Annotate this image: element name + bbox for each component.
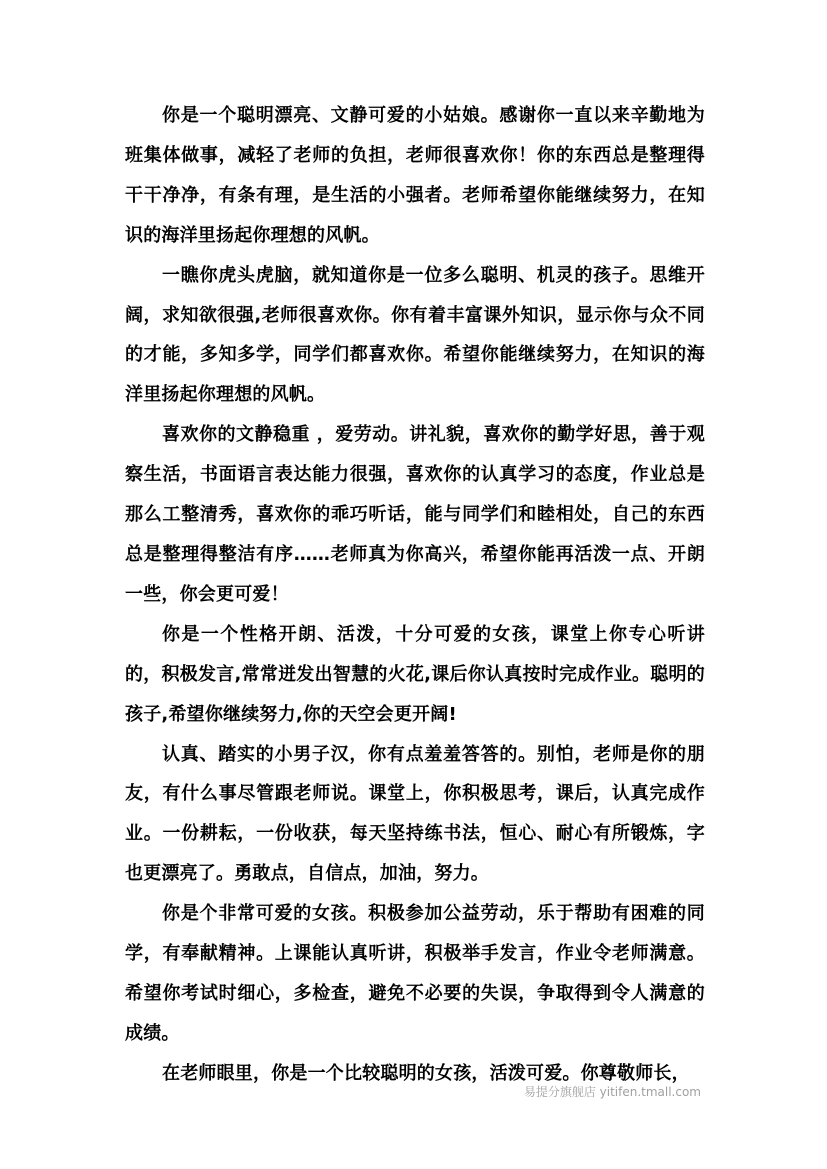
paragraph-3: 喜欢你的文静稳重 ，爱劳动。讲礼貌，喜欢你的勤学好思，善于观察生活，书面语言表达能力很强，喜欢你的认真学习的态度，作业总是那么工整清秀，喜欢你的乖巧听话，能与同学们和睦相处，自己的东西总是整理得整洁有序……老师真为你高兴，希望你能再活泼一点、开朗一些，你会更可爱！ xyxy=(125,424,705,605)
footer-watermark: 易提分旗舰店 yitifen.tmall.com xyxy=(523,1085,701,1099)
paragraph-4: 你是一个性格开朗、活泼，十分可爱的女孩，课堂上你专心听讲的，积极发言,常常迸发出智慧的火花,课后你认真按时完成作业。聪明的孩子,希望你继续努力,你的天空会更开阔! xyxy=(125,623,705,725)
paragraph-7: 在老师眼里，你是一个比较聪明的女孩，活泼可爱。你尊敬师长， xyxy=(162,1062,690,1084)
paragraph-5: 认真、踏实的小男子汉，你有点羞羞答答的。别怕，老师是你的朋友，有什么事尽管跟老师说。课堂上，你积极思考，课后，认真完成作业。一份耕耘，一份收获，每天坚持练书法，恒心、耐心有所锻炼，字也更漂亮了。勇敢点，自信点，加油，努力。 xyxy=(125,743,705,885)
paragraph-2: 一瞧你虎头虎脑，就知道你是一位多么聪明、机灵的孩子。思维开阔，求知欲很强,老师很喜欢你。你有着丰富课外知识，显示你与众不同的才能，多知多学，同学们都喜欢你。希望你能继续努力，在知识的海洋里扬起你理想的风帆。 xyxy=(125,264,705,406)
paragraph-6: 你是个非常可爱的女孩。积极参加公益劳动，乐于帮助有困难的同学，有奉献精神。上课能认真听讲，积极举手发言，作业令老师满意。希望你考试时细心，多检查，避免不必要的失误，争取得到令人满意的成绩。 xyxy=(125,903,705,1044)
paragraph-1: 你是一个聪明漂亮、文静可爱的小姑娘。感谢你一直以来辛勤地为班集体做事，减轻了老师的负担，老师很喜欢你！你的东西总是整理得干干净净，有条有理，是生活的小强者。老师希望你能继续努力，在知识的海洋里扬起你理想的风帆。 xyxy=(125,105,705,246)
document-body xyxy=(125,96,705,1094)
